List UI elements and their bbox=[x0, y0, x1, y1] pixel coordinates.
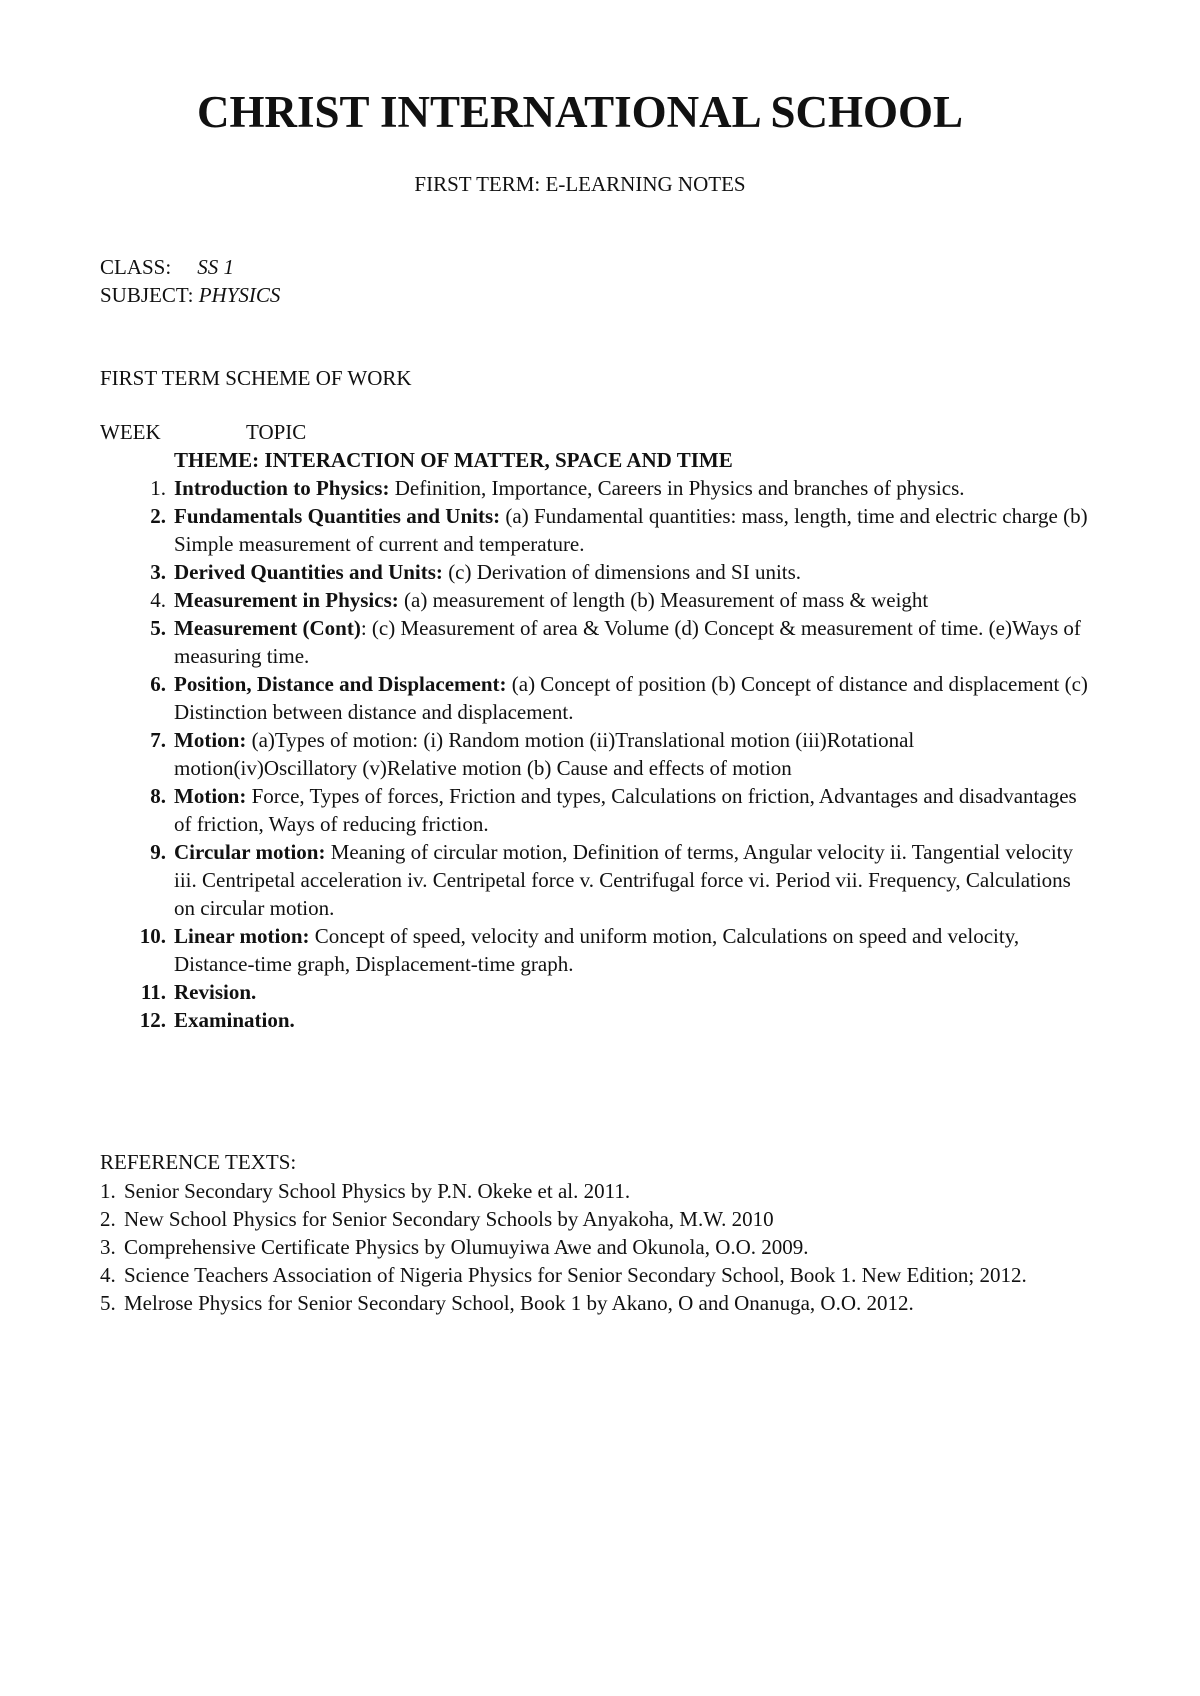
topic-number: 11. bbox=[140, 980, 166, 1004]
topic-number: 10. bbox=[139, 924, 166, 948]
subject-label: SUBJECT: bbox=[100, 283, 194, 307]
list-item bbox=[130, 586, 1095, 614]
list-item bbox=[130, 502, 1095, 558]
list-item bbox=[130, 922, 1095, 978]
topic-description: Force, Types of forces, Friction and types, Calculations on friction, Advantages and disadvantages of friction, Ways of reducing friction. bbox=[174, 784, 1077, 836]
list-item bbox=[130, 558, 1095, 586]
theme-heading: THEME: INTERACTION OF MATTER, SPACE AND TIME bbox=[174, 448, 733, 472]
list-item bbox=[130, 726, 1095, 782]
topic-number: 12. bbox=[139, 1008, 166, 1032]
topic-description: Definition, Importance, Careers in Physics and branches of physics. bbox=[389, 476, 965, 500]
topic-description: : (c) Measurement of area & Volume (d) Concept & measurement of time. (e)Ways of measuring time. bbox=[174, 616, 1081, 668]
subject-row bbox=[100, 281, 280, 309]
topic-description: Meaning of circular motion, Definition of terms, Angular velocity ii. Tangential velocity iii. Centripetal acceleration iv. Centripetal force v. Centrifugal force vi. Period vii. Frequency, Calculations on circular motion. bbox=[174, 840, 1074, 920]
topic-heading: Revision. bbox=[174, 980, 257, 1004]
topic-number: 7. bbox=[150, 728, 166, 752]
list-item bbox=[130, 474, 1095, 502]
topic-heading: Introduction to Physics: bbox=[174, 476, 390, 500]
reference-number: 2. bbox=[100, 1207, 116, 1231]
topic-heading: Position, Distance and Displacement: bbox=[174, 672, 507, 696]
topics-list bbox=[130, 474, 1095, 1034]
list-item bbox=[100, 1233, 1060, 1261]
list-item bbox=[100, 1205, 1060, 1233]
topic-heading: Motion: bbox=[174, 728, 247, 752]
class-subject-block bbox=[100, 253, 280, 309]
topic-number: 8. bbox=[150, 784, 166, 808]
scheme-column-headers bbox=[100, 418, 307, 446]
topic-description: (c) Derivation of dimensions and SI units. bbox=[442, 560, 802, 584]
reference-number: 1. bbox=[100, 1179, 116, 1203]
reference-text: New School Physics for Senior Secondary Schools by Anyakoha, M.W. 2010 bbox=[124, 1207, 774, 1231]
list-item bbox=[130, 614, 1095, 670]
references-heading: REFERENCE TEXTS: bbox=[100, 1150, 297, 1174]
list-item bbox=[100, 1261, 1060, 1289]
topic-heading: Measurement (Cont) bbox=[174, 616, 361, 640]
list-item bbox=[130, 838, 1095, 922]
topic-number: 4. bbox=[150, 588, 166, 612]
topic-column-header: TOPIC bbox=[246, 420, 307, 444]
topic-number: 6. bbox=[150, 672, 166, 696]
topic-heading: Measurement in Physics: bbox=[174, 588, 399, 612]
list-item bbox=[130, 670, 1095, 726]
class-label: CLASS: bbox=[100, 255, 172, 279]
list-item bbox=[100, 1177, 1060, 1205]
topic-heading: Fundamentals Quantities and Units: bbox=[174, 504, 501, 528]
subject-value: PHYSICS bbox=[198, 283, 281, 307]
topic-heading: Motion: bbox=[174, 784, 247, 808]
reference-number: 5. bbox=[100, 1291, 116, 1315]
class-row bbox=[100, 253, 280, 281]
scheme-heading: FIRST TERM SCHEME OF WORK bbox=[100, 366, 412, 390]
list-item bbox=[100, 1289, 1060, 1317]
topic-heading: Examination. bbox=[174, 1008, 295, 1032]
reference-number: 3. bbox=[100, 1235, 116, 1259]
topic-number: 5. bbox=[150, 616, 166, 640]
topic-description: (a) Fundamental quantities: mass, length, time and electric charge (b) Simple measurement of current and temperature. bbox=[174, 504, 1088, 556]
week-column-header: WEEK bbox=[100, 420, 161, 444]
topic-number: 2. bbox=[150, 504, 166, 528]
reference-text: Senior Secondary School Physics by P.N. Okeke et al. 2011. bbox=[124, 1179, 631, 1203]
list-item bbox=[130, 978, 1095, 1006]
references-list bbox=[100, 1177, 1060, 1317]
reference-text: Comprehensive Certificate Physics by Olumuyiwa Awe and Okunola, O.O. 2009. bbox=[124, 1235, 809, 1259]
topic-number: 1. bbox=[150, 476, 166, 500]
topic-number: 3. bbox=[150, 560, 166, 584]
topic-description: (a) measurement of length (b) Measurement of mass & weight bbox=[398, 588, 929, 612]
topic-heading: Circular motion: bbox=[174, 840, 326, 864]
document-subtitle: FIRST TERM: E-LEARNING NOTES bbox=[414, 172, 746, 196]
class-value: SS 1 bbox=[197, 255, 234, 279]
topic-description: (a) Concept of position (b) Concept of distance and displacement (c) Distinction between distance and displacement. bbox=[174, 672, 1088, 724]
topic-description: Concept of speed, velocity and uniform motion, Calculations on speed and velocity, Distance-time graph, Displacement-time graph. bbox=[174, 924, 1020, 976]
topic-number: 9. bbox=[150, 840, 166, 864]
reference-text: Melrose Physics for Senior Secondary School, Book 1 by Akano, O and Onanuga, O.O. 2012. bbox=[124, 1291, 914, 1315]
topic-heading: Derived Quantities and Units: bbox=[174, 560, 443, 584]
reference-text: Science Teachers Association of Nigeria Physics for Senior Secondary School, Book 1. New Edition; 2012. bbox=[124, 1263, 1027, 1287]
list-item bbox=[130, 782, 1095, 838]
list-item bbox=[130, 1006, 1095, 1034]
topic-heading: Linear motion: bbox=[174, 924, 310, 948]
reference-number: 4. bbox=[100, 1263, 116, 1287]
school-title: CHRIST INTERNATIONAL SCHOOL bbox=[196, 87, 964, 137]
topic-description: (a)Types of motion: (i) Random motion (ii)Translational motion (iii)Rotational motion(iv)Oscillatory (v)Relative motion (b) Cause and effects of motion bbox=[174, 728, 915, 780]
